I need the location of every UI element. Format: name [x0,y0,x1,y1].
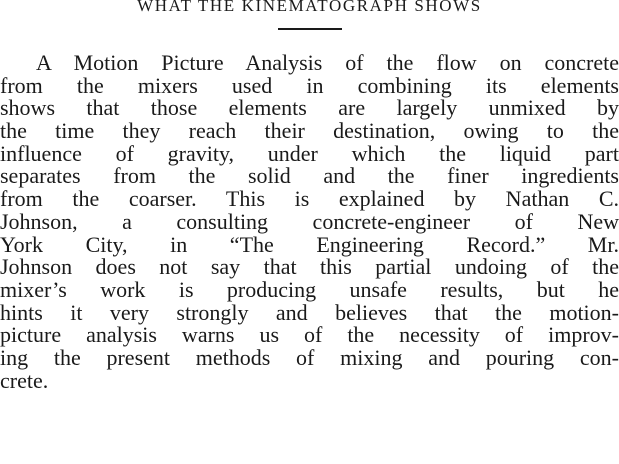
article-line-1: A Motion Picture Analysis of the flow on concrete [36,50,619,75]
article-line-3: shows that those elements are largely unmixed by [0,95,619,121]
article-line-10: Johnson does not say that this partial undoing of the [0,254,619,280]
article-heading: WHAT THE KINEMATOGRAPH SHOWS [137,0,482,15]
article-line-5: influence of gravity, under which the liquid part [0,140,619,166]
article-line-15: crete. [0,367,49,393]
article-line-11: mixer’s work is producing unsafe results, but he [0,276,619,302]
article-line-7: from the coarser. This is explained by Nathan C. [0,186,619,212]
article-line-2: from the mixers used in combining its elements [0,72,619,98]
article-line-4: the time they reach their destination, owing to the [0,118,619,144]
article-line-14: ing the present methods of mixing and pouring con- [0,344,619,370]
heading-rule [278,28,342,30]
article-line-6: separates from the solid and the finer ingredients [0,163,619,189]
article-line-13: picture analysis warns us of the necessity of improv- [0,322,619,348]
article-line-8: Johnson, a consulting concrete-engineer of New [0,208,619,234]
article-line-12: hints it very strongly and believes that the motion- [0,299,619,325]
article-body [0,52,619,392]
article-line-9: York City, in “The Engineering Record.” Mr. [0,231,619,257]
